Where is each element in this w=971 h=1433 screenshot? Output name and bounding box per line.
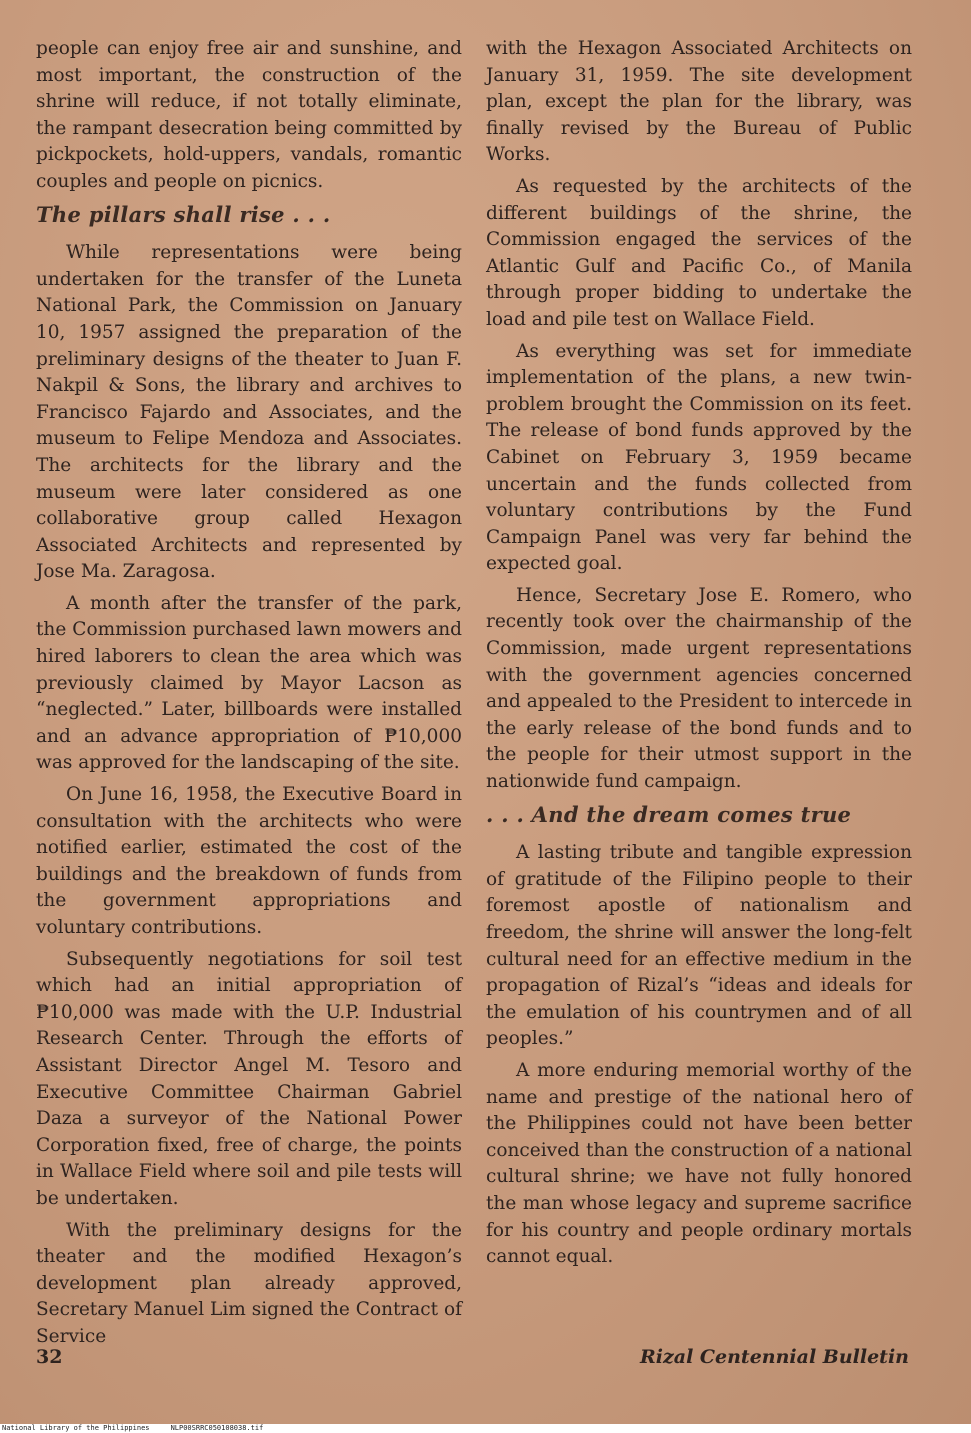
left-column bbox=[36, 36, 462, 1356]
paragraph: While representations were being undertaken for the transfer of the Luneta National Park, the Commission on January 10, 1957 assigned the preparation of the preliminary designs of the theater to Juan F. Nakpil & Sons, the library and archives to Francisco Fajardo and Associates, and the museum to Felipe Mendoza and Associates. The architects for the library and the museum were later considered as one collaborative group called Hexagon Associated Architects and represented by Jose Ma. Zaragosa. bbox=[36, 242, 462, 583]
paragraph: On June 16, 1958, the Executive Board in consultation with the architects who were notified earlier, estimated the cost of the buildings and the breakdown of funds from the government appropriations and voluntary contributions. bbox=[36, 784, 462, 938]
paragraph: Hence, Secretary Jose E. Romero, who recently took over the chairmanship of the Commission, made urgent representations with the government agencies concerned and appealed to the President to intercede in the early release of the bond funds and to the people for their utmost support in the nationwide fund campaign. bbox=[486, 584, 912, 793]
paragraph: A month after the transfer of the park, the Commission purchased lawn mowers and hired laborers to clean the area which was previously claimed by Mayor Lacson as “neglected.” Later, billboards were installed and an advance appropriation of ₱10,000 was approved for the landscaping of the site. bbox=[36, 592, 462, 774]
paragraph: A more enduring memorial worthy of the name and prestige of the national hero of the Philippines could not have been better conceived than the construction of a national cultural shrine; we have not fully honored the man whose legacy and supreme sacrifice for his country and people ordinary mortals cannot equal. bbox=[486, 1059, 912, 1268]
scan-credit: National Library of the Philippines NLP00SRRC050108038.tif bbox=[0, 1424, 971, 1433]
paragraph: people can enjoy free air and sunshine, and most important, the construction of the shrine will reduce, if not totally eliminate, the rampant desecration being committed by pickpockets, hold-uppers, vandals, romantic couples and people on picnics. bbox=[36, 38, 462, 192]
right-column bbox=[486, 36, 912, 1276]
page-number: 32 bbox=[36, 1346, 63, 1368]
paragraph: Subsequently negotiations for soil test which had an initial appropriation of ₱10,000 was made with the U.P. Industrial Research Center. Through the efforts of Assistant Director Angel M. Tesoro and Executive Committee Chairman Gabriel Daza a surveyor of the National Power Corporation fixed, free of charge, the points in Wallace Field where soil and pile tests will be undertaken. bbox=[36, 948, 462, 1209]
section-heading: . . . And the dream comes true bbox=[486, 801, 852, 827]
paragraph: As requested by the architects of the different buildings of the shrine, the Commission engaged the services of the Atlantic Gulf and Pacific Co., of Manila through proper bidding to undertake the load and pile test on Wallace Field. bbox=[486, 175, 912, 330]
paragraph: With the preliminary designs for the theater and the modified Hexagon’s development plan already approved, Secretary Manuel Lim signed the Contract of Service bbox=[36, 1219, 462, 1347]
paragraph: As everything was set for immediate implementation of the plans, a new twin-problem brought the Commission on its feet. The release of bond funds approved by the Cabinet on February 3, 1959 became uncertain and the funds collected from voluntary contributions by the Fund Campaign Panel was very far behind the expected goal. bbox=[486, 340, 912, 575]
section-heading: The pillars shall rise . . . bbox=[36, 201, 331, 227]
publication-title: Rizal Centennial Bulletin bbox=[639, 1346, 909, 1368]
paragraph: A lasting tribute and tangible expression of gratitude of the Filipino people to their foremost apostle of nationalism and freedom, the shrine will answer the long-felt cultural need for an effective medium in the propagation of Rizal’s “ideas and ideals for the emulation of his countrymen and of all peoples.” bbox=[486, 842, 912, 1050]
paragraph: with the Hexagon Associated Architects on January 31, 1959. The site development plan, except the plan for the library, was finally revised by the Bureau of Public Works. bbox=[486, 38, 912, 166]
